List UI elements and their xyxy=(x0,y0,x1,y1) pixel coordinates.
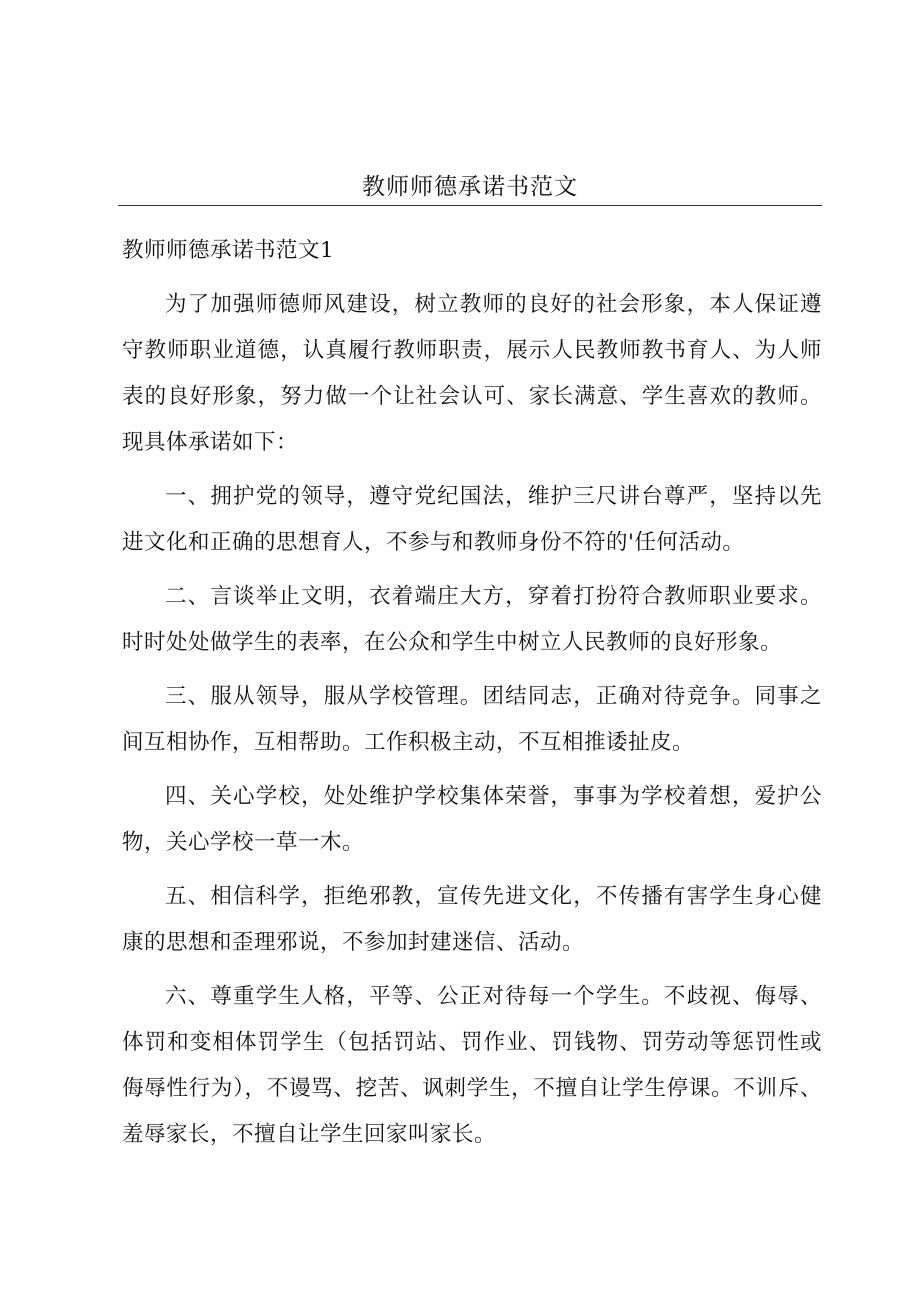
paragraph-item-1: 一、拥护党的领导，遵守党纪国法，维护三尺讲台尊严，坚持以先进文化和正确的思想育人，不参与和教师身份不符的'任何活动。 xyxy=(122,484,822,555)
document-title: 教师师德承诺书范文 xyxy=(362,174,578,200)
paragraph-item-6: 六、尊重学生人格，平等、公正对待每一个学生。不歧视、侮辱、体罚和变相体罚学生（包括罚站、罚作业、罚钱物、罚劳动等惩罚性或侮辱性行为），不谩骂、挖苦、讽刺学生，不擅自让学生停课。不训斥、羞辱家长，不擅自让学生回家叫家长。 xyxy=(122,984,822,1147)
paragraph-intro: 为了加强师德师风建设，树立教师的良好的社会形象，本人保证遵守教师职业道德，认真履行教师职责，展示人民教师教书育人、为人师表的良好形象，努力做一个让社会认可、家长满意、学生喜欢的教师。现具体承诺如下： xyxy=(122,292,822,455)
paragraph-item-3: 三、服从领导，服从学校管理。团结同志，正确对待竞争。同事之间互相协作，互相帮助。工作积极主动，不互相推诿扯皮。 xyxy=(122,684,822,755)
paragraph-item-5: 五、相信科学，拒绝邪教，宣传先进文化，不传播有害学生身心健康的思想和歪理邪说，不参加封建迷信、活动。 xyxy=(122,884,822,955)
paragraph-item-2: 二、言谈举止文明，衣着端庄大方，穿着打扮符合教师职业要求。时时处处做学生的表率，在公众和学生中树立人民教师的良好形象。 xyxy=(122,584,822,655)
paragraph-item-4: 四、关心学校，处处维护学校集体荣誉，事事为学校着想，爱护公物，关心学校一草一木。 xyxy=(122,784,822,855)
title-divider xyxy=(118,205,822,206)
document-body xyxy=(122,228,822,1166)
section-heading: 教师师德承诺书范文1 xyxy=(122,238,335,263)
